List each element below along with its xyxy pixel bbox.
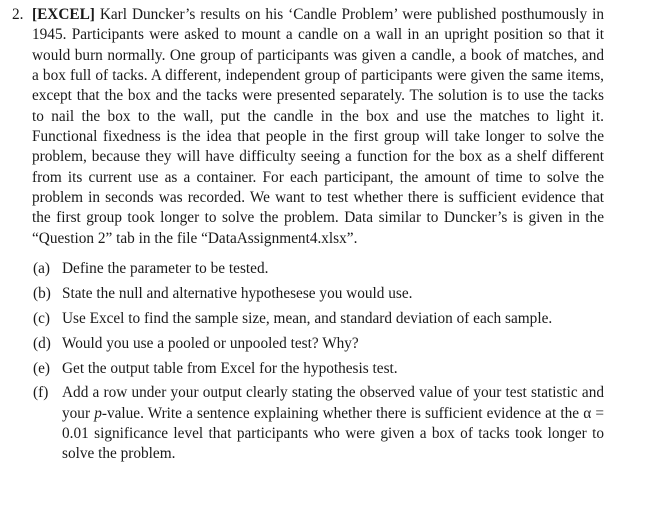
part-label: (f) (33, 384, 49, 402)
question-body: Karl Duncker’s results on his ‘Candle Problem’ were published posthumously in 1945. Participants were asked to mount a candle on a wall in an upright position so that it would burn normally. One group of participants was given a candle, a book of matches, and a box full of tacks. A different, independent group of participants were given the same items, except that the box and the tacks were presented separately. The solution is to use the tacks to nail the box to the wall, put the candle in the box and use the matches to light it. Functional fixedness is the idea that people in the first group will take longer to solve the problem, because they will have difficulty seeing a function for the box as a shelf different from its current use as a container. For each participant, the amount of time to solve the problem in seconds was recorded. We want to test whether there is sufficient evidence that the first group took longer to solve the problem. Data similar to Duncker’s is given in the “Question 2” tab in the file “DataAssignment4.xlsx”. (32, 6, 605, 247)
part-label: (b) (33, 284, 51, 302)
part-text-middle: -value. Write a sentence explaining whether there is sufficient evidence at the (101, 404, 584, 422)
part-text: Define the parameter to be tested. (62, 260, 269, 278)
part-text-start: Add a row under your output clearly stating the observed value of your test statistic and your (62, 384, 604, 422)
question-number: 2. (12, 6, 24, 23)
part-text: State the null and alternative hypothesese you would use. (62, 284, 413, 302)
part-text: Get the output table from Excel for the hypothesis test. (62, 359, 398, 377)
part-c (0, 309, 604, 329)
part-f (0, 383, 604, 464)
part-b (0, 284, 604, 304)
excel-tag: [EXCEL] (32, 6, 95, 23)
p-symbol: p (94, 404, 102, 422)
part-label: (a) (33, 260, 50, 278)
part-label: (e) (33, 359, 50, 377)
alpha-expression: α = 0.01 (62, 404, 604, 443)
part-a (0, 259, 604, 279)
part-label: (d) (33, 334, 51, 352)
part-label: (c) (33, 309, 50, 327)
question-parts (0, 259, 663, 465)
question-lead (0, 5, 604, 249)
part-d (0, 334, 604, 354)
part-text: Use Excel to find the sample size, mean, and standard deviation of each sample. (62, 309, 553, 327)
part-text: Would you use a pooled or unpooled test? Why? (62, 334, 359, 352)
part-e (0, 359, 604, 379)
question-2 (0, 5, 663, 469)
part-text-end: significance level that participants who were given a box of tacks took longer to solve the problem. (62, 425, 604, 463)
